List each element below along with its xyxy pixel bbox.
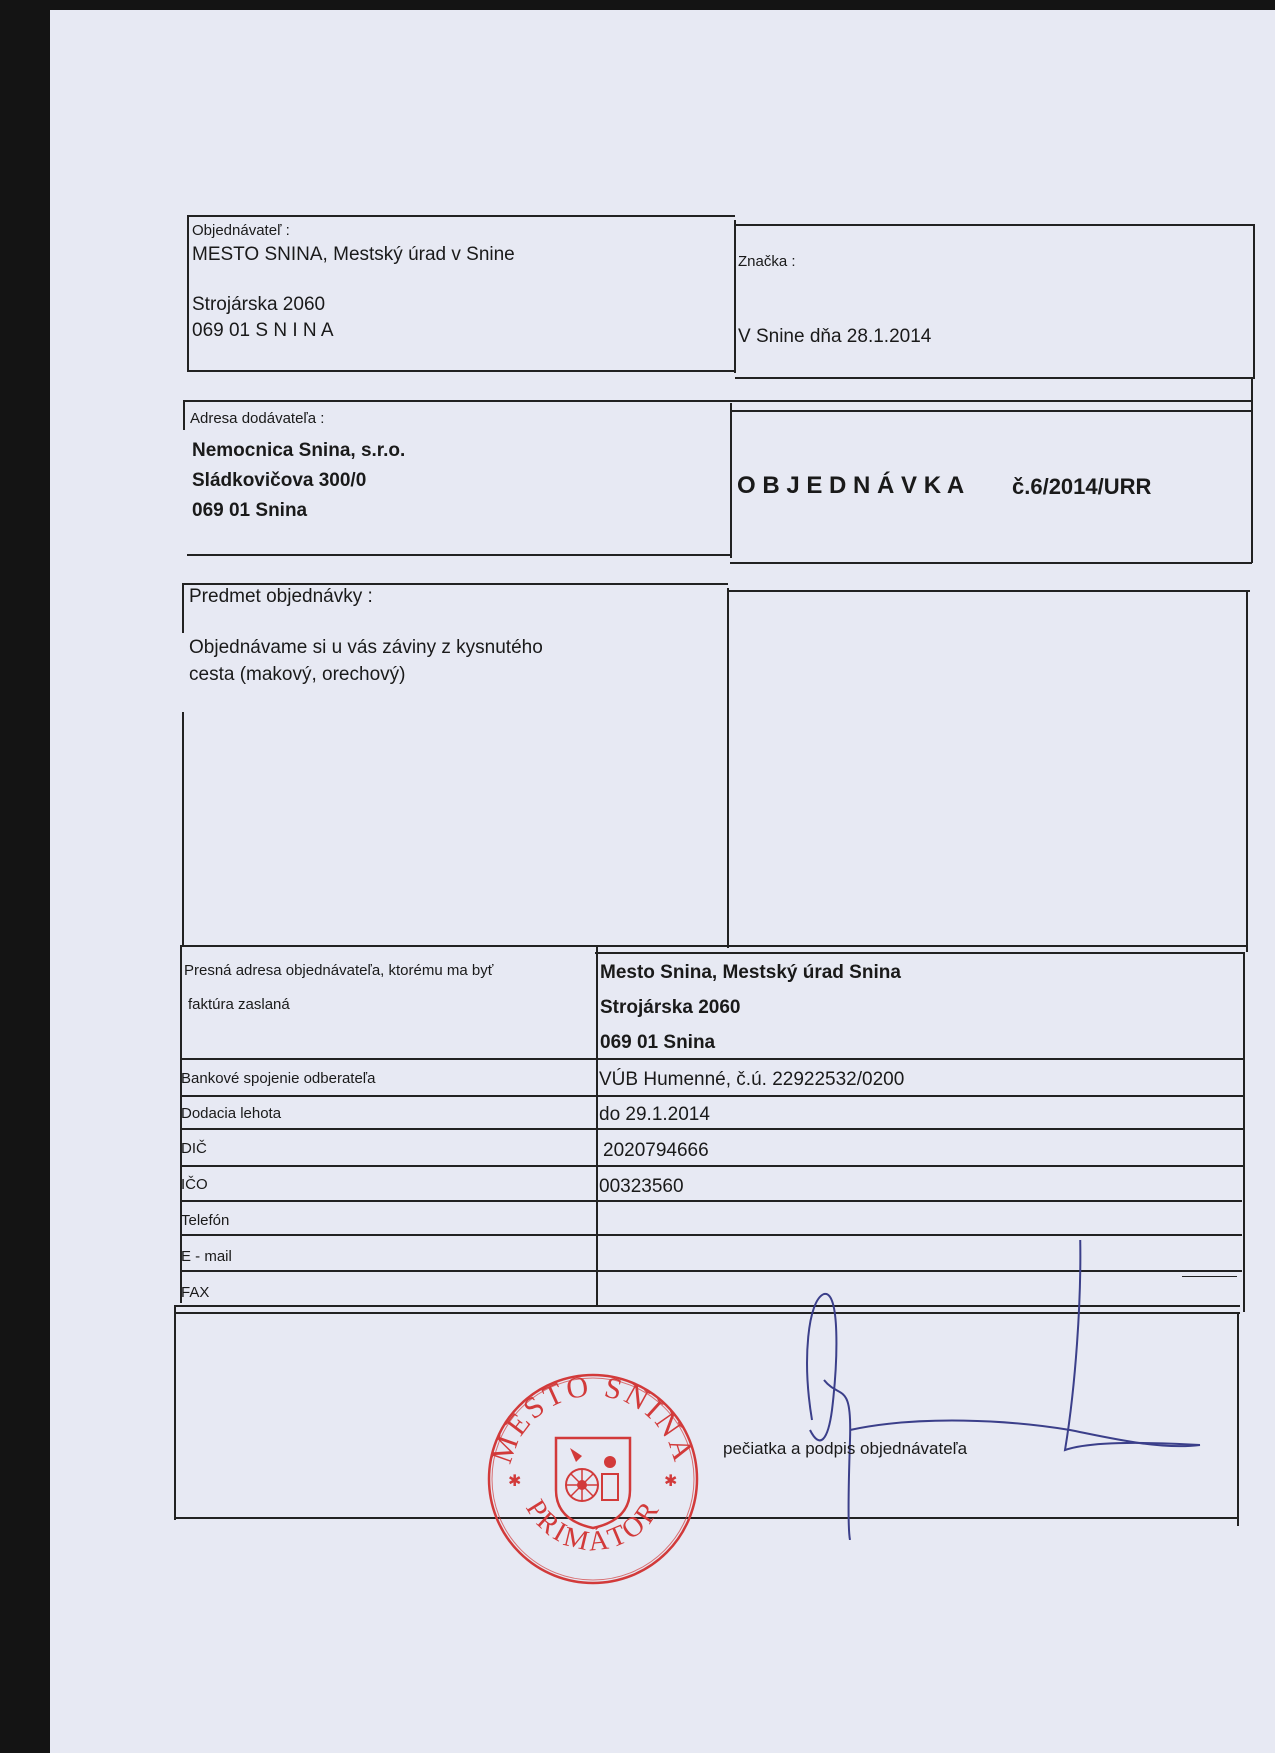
reference-label: Značka :	[738, 253, 796, 270]
grid-line	[180, 1200, 1242, 1202]
grid-line	[1251, 410, 1253, 563]
row-label-dic: DIČ	[181, 1140, 207, 1157]
row-label-fax: FAX	[181, 1284, 210, 1301]
grid-line	[595, 952, 1245, 954]
handwritten-signature	[780, 1240, 1240, 1540]
grid-line	[1253, 224, 1255, 378]
row-value-ico: 00323560	[599, 1176, 684, 1197]
grid-line	[180, 945, 1246, 947]
supplier-street: Sládkovičova 300/0	[192, 470, 367, 491]
row-value-bank: VÚB Humenné, č.ú. 22922532/0200	[599, 1069, 905, 1090]
svg-text:✱: ✱	[508, 1473, 522, 1490]
grid-line	[180, 1234, 1242, 1236]
row-label-email: E - mail	[181, 1248, 232, 1265]
subject-line-2: cesta (makový, orechový)	[189, 664, 406, 685]
row-label-phone: Telefón	[181, 1212, 230, 1229]
invoice-label-1: Presná adresa objednávateľa, ktorému ma byť	[184, 962, 494, 979]
invoice-label-2: faktúra zaslaná	[188, 996, 290, 1013]
subject-line-1: Objednávame si u vás záviny z kysnutého	[189, 637, 543, 658]
row-value-delivery: do 29.1.2014	[599, 1104, 710, 1125]
place-date: V Snine dňa 28.1.2014	[738, 326, 932, 347]
supplier-name: Nemocnica Snina, s.r.o.	[192, 440, 406, 461]
orderer-label: Objednávateľ :	[192, 222, 290, 239]
grid-line	[735, 377, 1255, 379]
grid-line	[180, 1095, 1244, 1097]
grid-line	[183, 400, 185, 430]
supplier-label: Adresa dodávateľa :	[190, 410, 325, 427]
svg-text:✱: ✱	[664, 1473, 678, 1490]
row-label-bank: Bankové spojenie odberateľa	[181, 1070, 376, 1087]
grid-line	[734, 220, 736, 373]
row-label-ico: IČO	[181, 1176, 208, 1193]
grid-line	[180, 1128, 1244, 1130]
grid-line	[183, 583, 728, 585]
subject-label: Predmet objednávky :	[189, 586, 373, 607]
grid-line	[730, 562, 1252, 564]
stamp-bottom-text: PRIMÁTOR	[519, 1494, 667, 1558]
row-label-delivery: Dodacia lehota	[181, 1105, 282, 1122]
signature-caption: pečiatka a podpis objednávateľa	[723, 1439, 968, 1458]
grid-line	[730, 410, 1252, 412]
grid-line	[730, 403, 732, 558]
row-value-dic: 2020794666	[603, 1140, 709, 1161]
grid-line	[183, 400, 1253, 402]
grid-line	[596, 947, 598, 1307]
stamp-seal	[484, 1370, 702, 1588]
grid-line	[174, 1305, 176, 1520]
grid-line	[182, 712, 184, 947]
order-title: O B J E D N Á V K A	[737, 472, 965, 499]
stamp-top-text: MESTO SNINA	[485, 1370, 701, 1468]
invoice-city: 069 01 Snina	[600, 1032, 716, 1053]
invoice-name: Mesto Snina, Mestský úrad Snina	[600, 962, 901, 983]
grid-line	[728, 590, 1250, 592]
orderer-city: 069 01 S N I N A	[192, 320, 334, 341]
grid-line	[1243, 952, 1245, 1312]
grid-line	[187, 370, 735, 372]
grid-line	[1246, 592, 1248, 952]
grid-line	[187, 215, 735, 217]
orderer-name: MESTO SNINA, Mestský úrad v Snine	[192, 244, 515, 265]
grid-line	[187, 554, 730, 556]
coat-of-arms-icon	[556, 1438, 630, 1528]
grid-line	[180, 1165, 1244, 1167]
grid-line	[187, 215, 189, 370]
grid-line	[727, 588, 729, 948]
grid-line	[735, 224, 1255, 226]
orderer-street: Strojárska 2060	[192, 294, 326, 315]
grid-line	[1251, 377, 1253, 411]
invoice-street: Strojárska 2060	[600, 997, 741, 1018]
grid-line	[180, 1058, 1244, 1060]
supplier-city: 069 01 Snina	[192, 500, 308, 521]
order-number: č.6/2014/URR	[1012, 474, 1152, 499]
grid-line	[182, 583, 184, 633]
